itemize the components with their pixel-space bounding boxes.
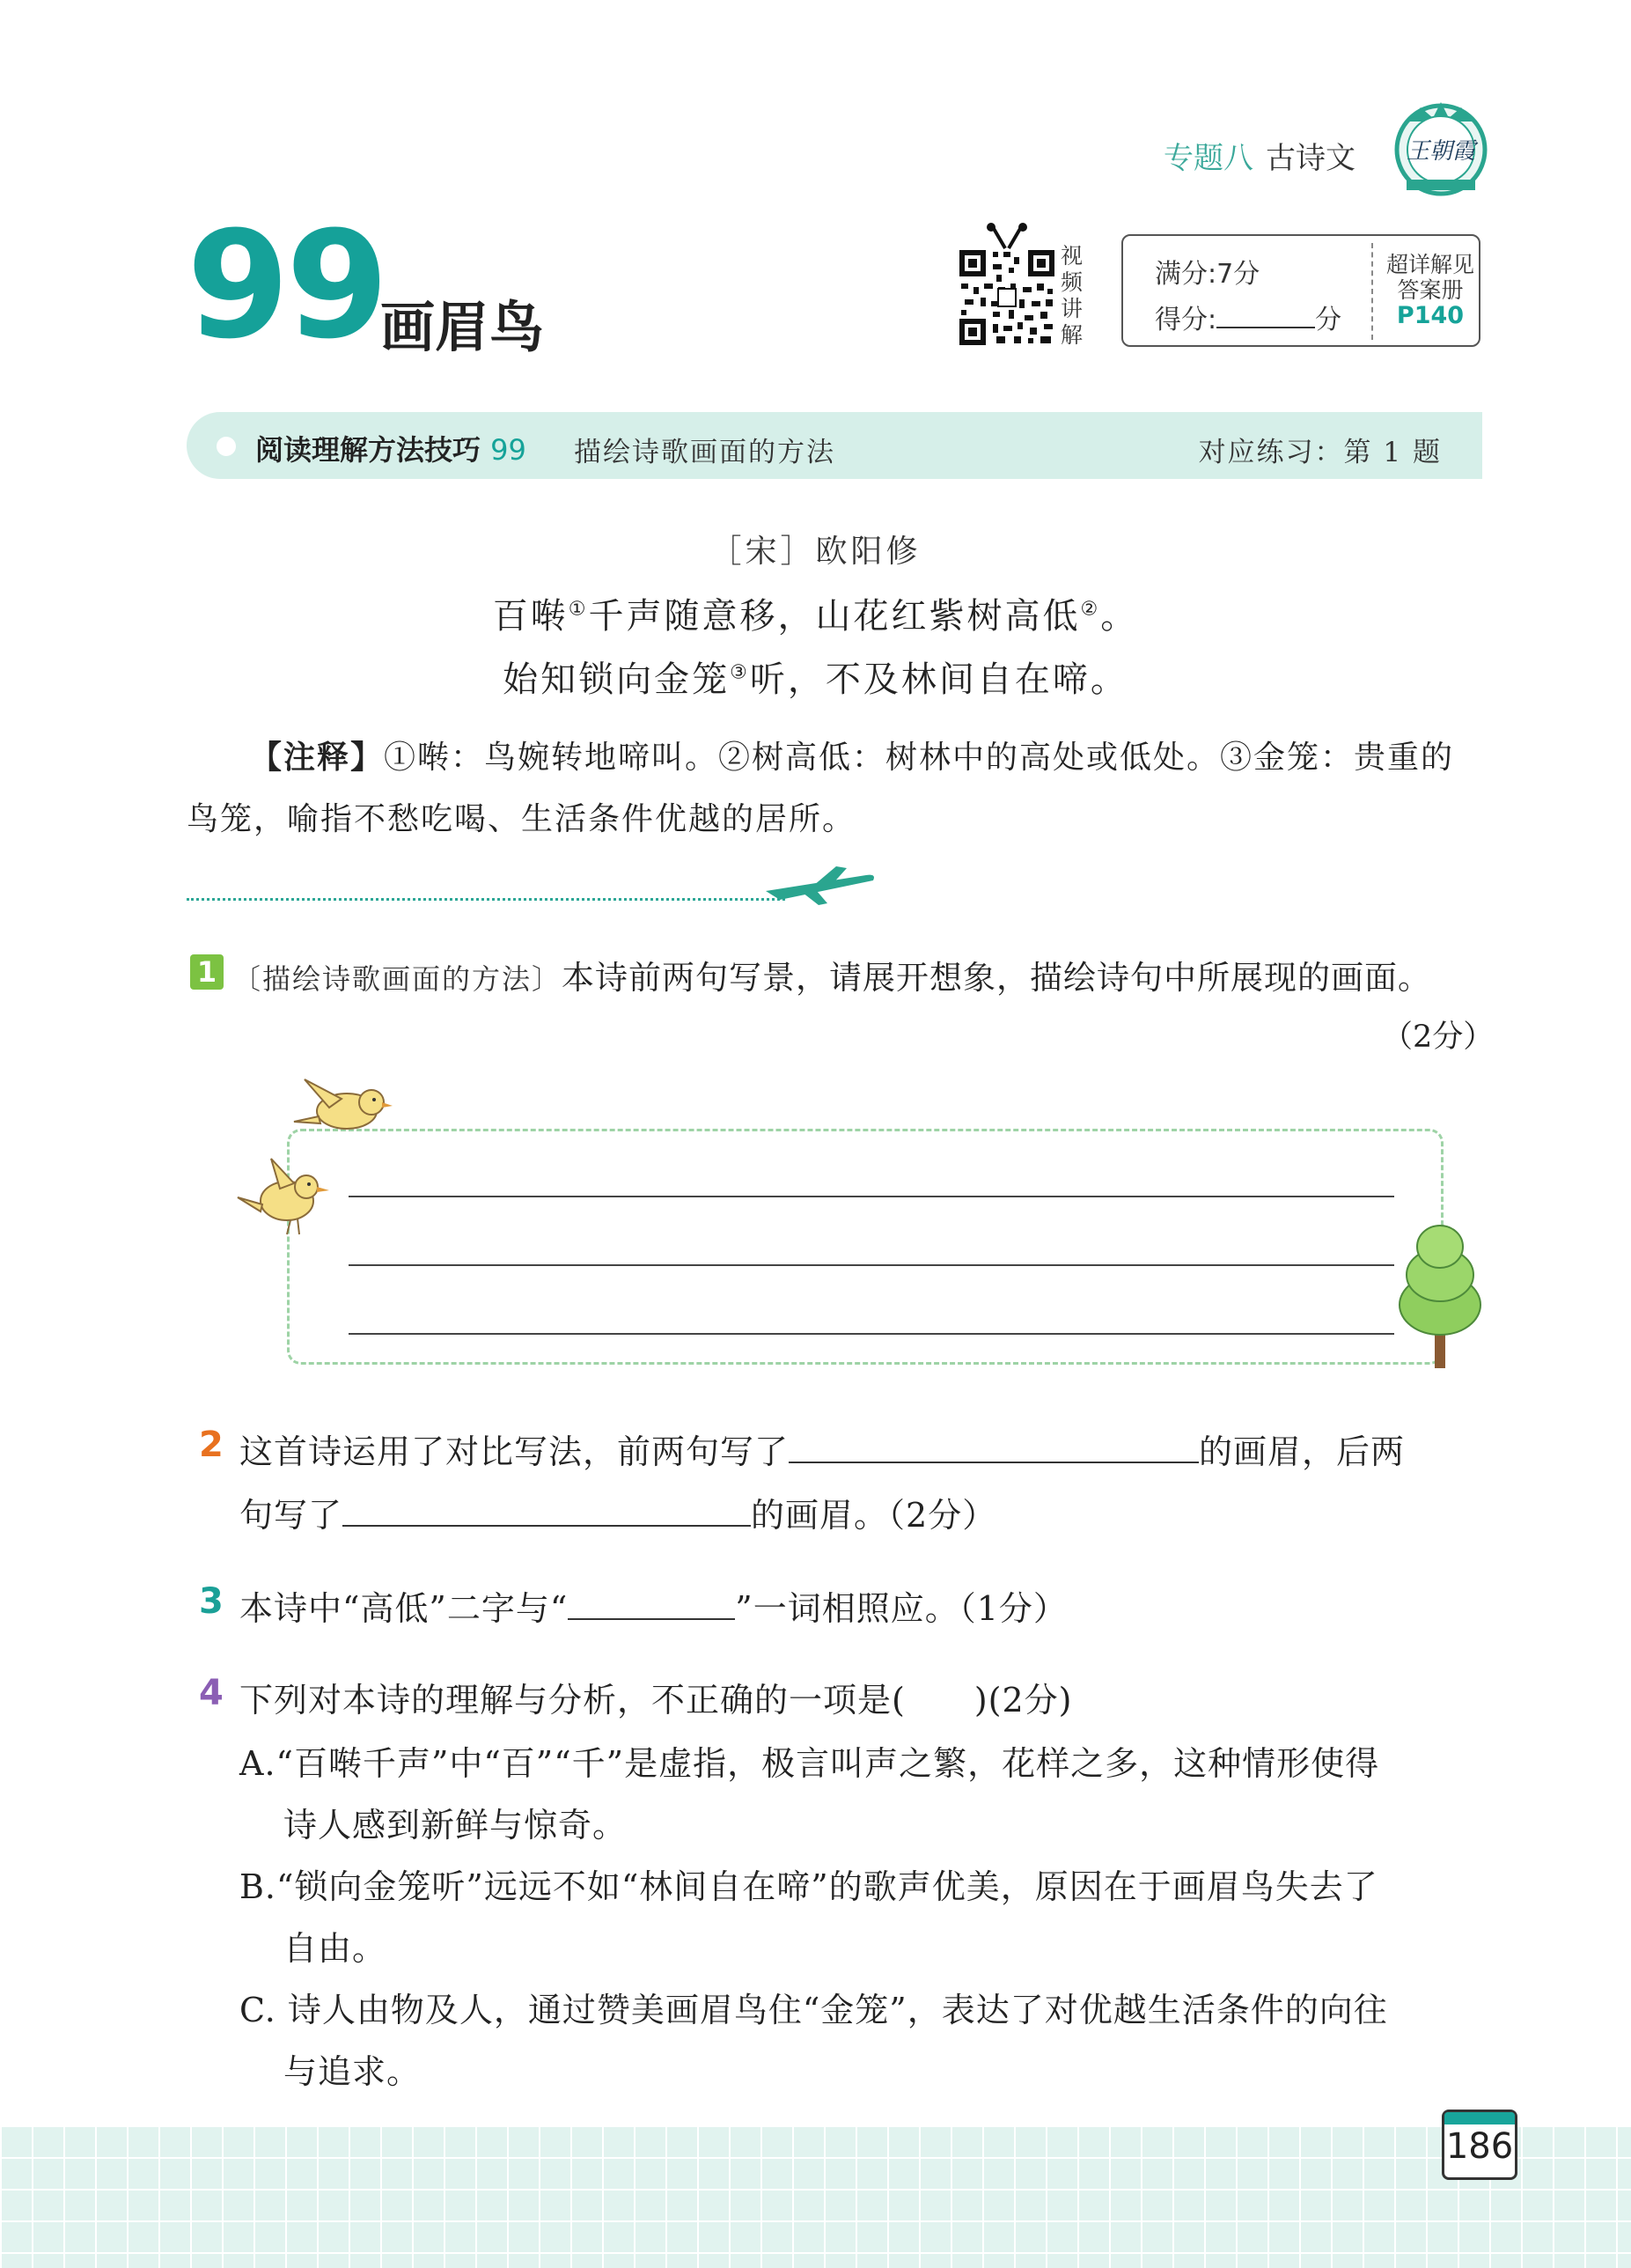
qr-label-char: 频 — [1061, 269, 1084, 295]
score-unit: 分 — [1315, 305, 1342, 335]
airplane-icon — [762, 865, 878, 907]
method-name: 描绘诗歌画面的方法 — [574, 437, 835, 468]
topic-name: 古诗文 — [1266, 141, 1355, 176]
qr-label-char: 解 — [1061, 322, 1084, 348]
qr-label-char: 视 — [1061, 243, 1084, 269]
answer-ref-line2: 答案册 — [1397, 277, 1464, 303]
q4-option-a-cont: 诗人感到新鲜与惊奇。 — [283, 1806, 628, 1845]
full-score: 满分:7分 — [1155, 259, 1260, 290]
q1-score: （2分） — [1382, 1020, 1495, 1055]
q2-blank-2[interactable] — [342, 1498, 751, 1527]
q2-blank-1[interactable] — [789, 1435, 1199, 1463]
answer-line[interactable] — [349, 1264, 1394, 1266]
score-box — [1121, 234, 1480, 347]
bird-icon — [236, 1155, 334, 1240]
score-label: 得分: — [1155, 305, 1217, 335]
divider-dotted — [187, 898, 785, 901]
poem-line-1: 百啭①千声随意移，山花红紫树高低②。 — [492, 596, 1139, 637]
tv-antenna-icon — [975, 222, 1039, 250]
q1-answer-box[interactable] — [287, 1129, 1444, 1365]
score-field — [1155, 298, 1341, 336]
q4-text: 下列对本诗的理解与分析，不正确的一项是( )(2分) — [239, 1681, 1073, 1719]
qr-code-icon[interactable] — [958, 248, 1056, 347]
poem-notes — [187, 727, 1482, 850]
answer-line[interactable] — [349, 1196, 1394, 1197]
q4-option-a[interactable]: A.“百啭千声”中“百”“千”是虚指，极言叫声之繁，花样之多，这种情形使得 — [239, 1744, 1380, 1783]
footer-grid — [0, 2125, 1631, 2268]
practice-ref: 对应练习：第 1 题 — [1198, 437, 1442, 468]
method-banner — [187, 412, 1482, 479]
q1-text: 〔描绘诗歌画面的方法〕本诗前两句写景，请展开想象，描绘诗句中所展现的画面。 — [232, 959, 1432, 997]
q1-number: 1 — [190, 954, 224, 990]
poem-author: ［宋］欧阳修 — [709, 534, 922, 570]
q3-number: 3 — [199, 1581, 224, 1622]
q4-option-c-cont: 与追求。 — [283, 2052, 422, 2091]
q3-text: 本诗中“高低”二字与“ ”一词相照应。（1分） — [239, 1589, 1068, 1628]
q4-number: 4 — [199, 1673, 224, 1713]
answer-line[interactable] — [349, 1333, 1394, 1335]
tree-icon — [1394, 1220, 1486, 1370]
q2-line-1: 这首诗运用了对比写法，前两句写了 的画眉，后两 — [239, 1432, 1406, 1471]
qr-label-char: 讲 — [1061, 296, 1084, 321]
q1-method: 〔描绘诗歌画面的方法〕 — [232, 962, 562, 996]
q4-option-c[interactable]: C. 诗人由物及人，通过赞美画眉鸟住“金笼”，表达了对优越生活条件的向往 — [239, 1991, 1388, 2029]
q2-line-2: 句写了 的画眉。（2分） — [239, 1496, 997, 1535]
page-number: 186 — [1445, 2126, 1514, 2167]
answer-ref-line1: 超详解见 — [1385, 252, 1474, 277]
q2-number: 2 — [199, 1425, 224, 1465]
q3-blank[interactable] — [568, 1592, 735, 1620]
note-text: ①啭：鸟婉转地啼叫。②树高低：树林中的高处或低处。③金笼：贵重的鸟笼，喻指不愁吃喝、生活条件优越的居所。 — [187, 740, 1455, 837]
publisher-seal-logo — [1389, 95, 1493, 199]
bird-icon — [290, 1072, 396, 1143]
page-number-box — [1442, 2110, 1517, 2180]
topic-label: 专题八 — [1164, 141, 1253, 176]
answer-reference — [1378, 252, 1482, 328]
lesson-title: 画眉鸟 — [380, 295, 545, 359]
q4-option-b[interactable]: B.“锁向金笼听”远远不如“林间自在啼”的歌声优美，原因在于画眉鸟失去了 — [239, 1867, 1378, 1906]
topic-header — [1164, 134, 1355, 177]
answer-page: P140 — [1396, 302, 1465, 329]
method-label: 阅读理解方法技巧 99 — [255, 433, 526, 467]
note-tag: 【注释】 — [250, 740, 385, 776]
score-blank[interactable] — [1216, 304, 1315, 328]
lesson-number: 99 — [187, 199, 386, 372]
q4-option-b-cont: 自由。 — [283, 1929, 387, 1968]
poem-line-2: 始知锁向金笼③听，不及林间自在啼。 — [503, 659, 1128, 700]
method-number: 99 — [490, 433, 526, 467]
video-explanation-label — [1061, 243, 1087, 349]
svg-text:王朝霞: 王朝霞 — [1406, 138, 1476, 165]
